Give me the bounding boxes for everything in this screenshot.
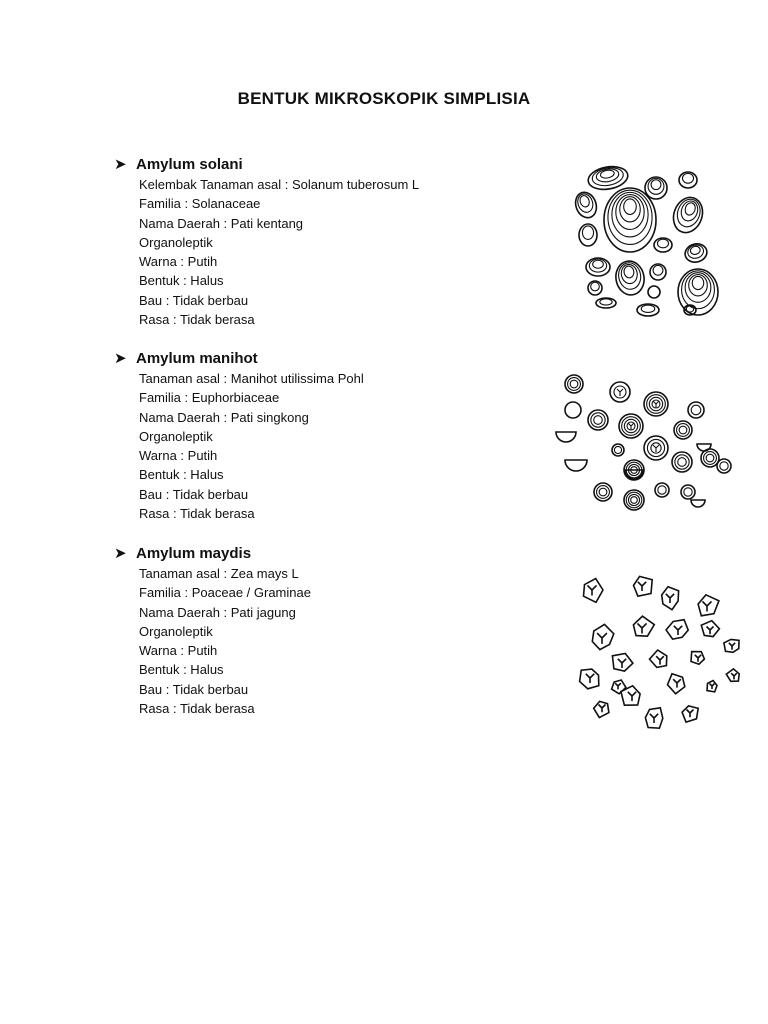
property-line: Tanaman asal : Zea mays L xyxy=(139,566,299,581)
starch-granule xyxy=(654,238,672,252)
property-line: Warna : Putih xyxy=(139,448,218,464)
starch-granule xyxy=(681,485,695,499)
granule-ring xyxy=(682,173,693,183)
starch-granule xyxy=(655,483,669,497)
corn-starch-figure xyxy=(562,568,747,733)
granule-ring xyxy=(691,405,701,415)
hilum-mark xyxy=(615,683,621,689)
starch-granule xyxy=(669,193,708,236)
granule-ring xyxy=(612,444,624,456)
granule-outline xyxy=(580,669,599,689)
granule-ring xyxy=(596,298,616,308)
granule-ring xyxy=(648,286,660,298)
granule-ring xyxy=(591,282,600,291)
granule-ring xyxy=(658,486,666,494)
starch-granule xyxy=(717,459,731,473)
starch-granule xyxy=(579,224,597,246)
starch-granule xyxy=(645,708,662,728)
property-line: Organoleptik xyxy=(139,623,213,639)
starch-granule xyxy=(613,259,646,297)
granule-ring xyxy=(614,446,621,453)
arrow-bullet-icon: ➤ xyxy=(114,156,127,173)
starch-granule xyxy=(586,258,610,276)
property-line: Nama Daerah : Pati kentang xyxy=(139,215,304,231)
starch-granule xyxy=(674,421,692,439)
property-line: Familia : Poaceae / Graminae xyxy=(139,585,311,601)
section-amylum-manihot xyxy=(114,349,534,523)
granule-ring xyxy=(706,454,714,462)
granule-ring xyxy=(568,378,581,391)
hilum-mark xyxy=(597,633,607,644)
hilum-mark xyxy=(702,601,711,611)
granule-ring xyxy=(654,238,672,252)
starch-granule xyxy=(588,281,602,295)
granule-ring xyxy=(717,459,731,473)
arrow-bullet-icon: ➤ xyxy=(114,545,127,562)
property-line: Rasa : Tidak berasa xyxy=(139,312,255,328)
property-line: Kelembak Tanaman asal : Solanum tuberosum L xyxy=(139,177,420,192)
property-line: Organoleptik xyxy=(139,428,213,444)
granule-ring xyxy=(631,497,638,504)
starch-granules-corn-illustration xyxy=(562,568,747,733)
starch-granule xyxy=(672,452,692,472)
property-line: Bau : Tidak berbau xyxy=(139,486,249,502)
hilum-mark xyxy=(707,627,714,635)
hilum-mark xyxy=(650,714,658,723)
starch-granule xyxy=(612,654,633,672)
section-title: Amylum solani xyxy=(136,156,243,173)
granule-ring xyxy=(677,424,690,437)
starch-granule xyxy=(594,701,609,717)
granule-ring xyxy=(689,275,708,296)
granule-outline xyxy=(634,576,653,596)
truncated-granule xyxy=(691,500,705,507)
granule-ring xyxy=(678,458,687,467)
property-line: Familia : Solanaceae xyxy=(139,196,261,212)
hilum-mark xyxy=(695,655,701,662)
granule-ring xyxy=(679,426,687,434)
starch-granule xyxy=(648,286,660,298)
granule-ring xyxy=(593,260,604,268)
hilum-mark xyxy=(617,389,623,396)
property-line: Nama Daerah : Pati singkong xyxy=(139,409,309,425)
starch-granule xyxy=(650,650,667,667)
granule-ring xyxy=(637,304,659,316)
starch-granules-cassava-illustration xyxy=(548,370,738,520)
granule-ring xyxy=(570,380,578,388)
section-heading xyxy=(114,155,534,175)
starch-granule xyxy=(604,188,656,252)
hilum-mark xyxy=(599,705,606,713)
hilum-mark xyxy=(729,643,735,650)
starch-granule xyxy=(612,444,624,456)
property-line: Bentuk : Halus xyxy=(139,662,224,678)
starch-granule xyxy=(592,624,614,649)
hilum-mark xyxy=(586,674,594,683)
starch-granule xyxy=(679,172,697,188)
hilum-mark xyxy=(628,692,636,701)
granule-ring xyxy=(600,299,612,305)
hilum-mark xyxy=(656,656,664,664)
granule-ring xyxy=(589,259,606,272)
hilum-mark xyxy=(638,582,646,591)
hilum-mark xyxy=(618,659,626,668)
property-line: Rasa : Tidak berasa xyxy=(139,701,255,717)
granule-ring xyxy=(594,416,603,425)
cassava-starch-figure xyxy=(548,370,738,520)
starch-granule xyxy=(650,264,666,280)
granule-ring xyxy=(599,488,607,496)
starch-granule xyxy=(584,579,604,603)
hilum-mark xyxy=(710,684,715,689)
property-list xyxy=(114,175,534,329)
starch-granule xyxy=(580,669,599,689)
property-line: Bau : Tidak berbau xyxy=(139,681,249,697)
granule-ring xyxy=(608,190,652,244)
granule-ring xyxy=(657,239,668,248)
starch-granule xyxy=(565,375,583,393)
granule-ring xyxy=(651,180,661,190)
property-line: Organoleptik xyxy=(139,234,213,250)
granule-ring xyxy=(650,264,666,280)
property-list xyxy=(114,369,534,523)
hilum-mark xyxy=(673,679,681,687)
starch-granule xyxy=(668,674,685,694)
property-line: Bentuk : Halus xyxy=(139,273,224,289)
truncated-granule xyxy=(697,444,711,451)
starch-granule xyxy=(588,410,608,430)
starch-granule xyxy=(637,304,659,316)
granule-outline xyxy=(584,579,604,603)
starch-granule xyxy=(633,616,654,636)
granule-ring xyxy=(688,402,704,418)
starch-granule xyxy=(683,241,709,264)
starch-granules-potato-illustration xyxy=(568,160,728,328)
granule-ring xyxy=(623,265,635,278)
starch-granule xyxy=(624,490,644,510)
property-line: Bentuk : Halus xyxy=(139,467,224,483)
potato-starch-figure xyxy=(568,160,728,328)
starch-granule xyxy=(572,189,600,220)
starch-granule xyxy=(688,402,704,418)
granule-ring xyxy=(591,413,605,427)
granule-outline xyxy=(668,674,685,694)
granule-ring xyxy=(604,188,656,252)
granule-ring xyxy=(684,488,692,496)
truncated-granule xyxy=(556,432,576,442)
granule-ring xyxy=(655,483,669,497)
granule-ring xyxy=(624,199,637,215)
granule-ring xyxy=(720,462,728,470)
starch-granule xyxy=(594,483,612,501)
starch-granule xyxy=(662,587,679,610)
hilum-mark xyxy=(637,623,646,633)
starch-granule xyxy=(698,595,719,616)
starch-granule xyxy=(726,669,739,681)
starch-granule xyxy=(682,706,698,722)
starch-granule xyxy=(596,298,616,308)
starch-granule xyxy=(666,620,688,639)
hilum-mark xyxy=(674,626,682,635)
section-heading xyxy=(114,349,534,369)
granule-ring xyxy=(679,172,697,188)
section-title: Amylum maydis xyxy=(136,545,252,562)
granule-ring xyxy=(653,265,663,275)
property-line: Warna : Putih xyxy=(139,643,218,659)
granule-ring xyxy=(624,490,644,510)
granule-ring xyxy=(648,178,664,194)
granule-ring xyxy=(692,276,703,289)
property-line: Warna : Putih xyxy=(139,254,218,270)
section-heading xyxy=(114,544,534,564)
hilum-mark xyxy=(687,710,694,718)
granule-ring xyxy=(588,281,602,295)
starch-granule xyxy=(724,639,739,652)
section-amylum-maydis xyxy=(114,544,534,718)
property-line: Familia : Euphorbiaceae xyxy=(139,390,280,406)
granule-ring xyxy=(628,494,639,505)
granule-ring xyxy=(582,226,593,240)
granule-ring xyxy=(681,485,695,499)
granule-ring xyxy=(641,305,655,312)
starch-granule xyxy=(707,681,717,692)
arrow-bullet-icon: ➤ xyxy=(114,350,127,367)
property-line: Tanaman asal : Manihot utilissima Pohl xyxy=(139,371,364,386)
property-line: Bau : Tidak berbau xyxy=(139,292,249,308)
section-amylum-solani xyxy=(114,155,534,329)
starch-granule xyxy=(691,652,704,665)
section-title: Amylum manihot xyxy=(136,350,258,367)
granule-ring xyxy=(579,224,597,246)
property-line: Rasa : Tidak berasa xyxy=(139,506,255,522)
property-line: Nama Daerah : Pati jagung xyxy=(139,604,296,620)
truncated-granule xyxy=(565,460,587,471)
starch-granule xyxy=(701,621,719,637)
granule-ring xyxy=(620,197,640,222)
starch-granule xyxy=(565,402,581,418)
starch-granule xyxy=(586,164,629,193)
hilum-mark xyxy=(587,585,596,595)
granule-ring xyxy=(565,402,581,418)
starch-granule xyxy=(634,576,653,596)
granule-ring xyxy=(675,455,689,469)
starch-granule xyxy=(645,177,667,199)
granule-ring xyxy=(704,452,717,465)
page-title: BENTUK MIKROSKOPIK SIMPLISIA xyxy=(237,89,531,108)
hilum-mark xyxy=(653,445,659,452)
property-list xyxy=(114,564,534,718)
hilum-mark xyxy=(731,673,737,679)
starch-granule xyxy=(612,680,626,694)
hilum-mark xyxy=(666,594,674,603)
granule-ring xyxy=(597,486,610,499)
